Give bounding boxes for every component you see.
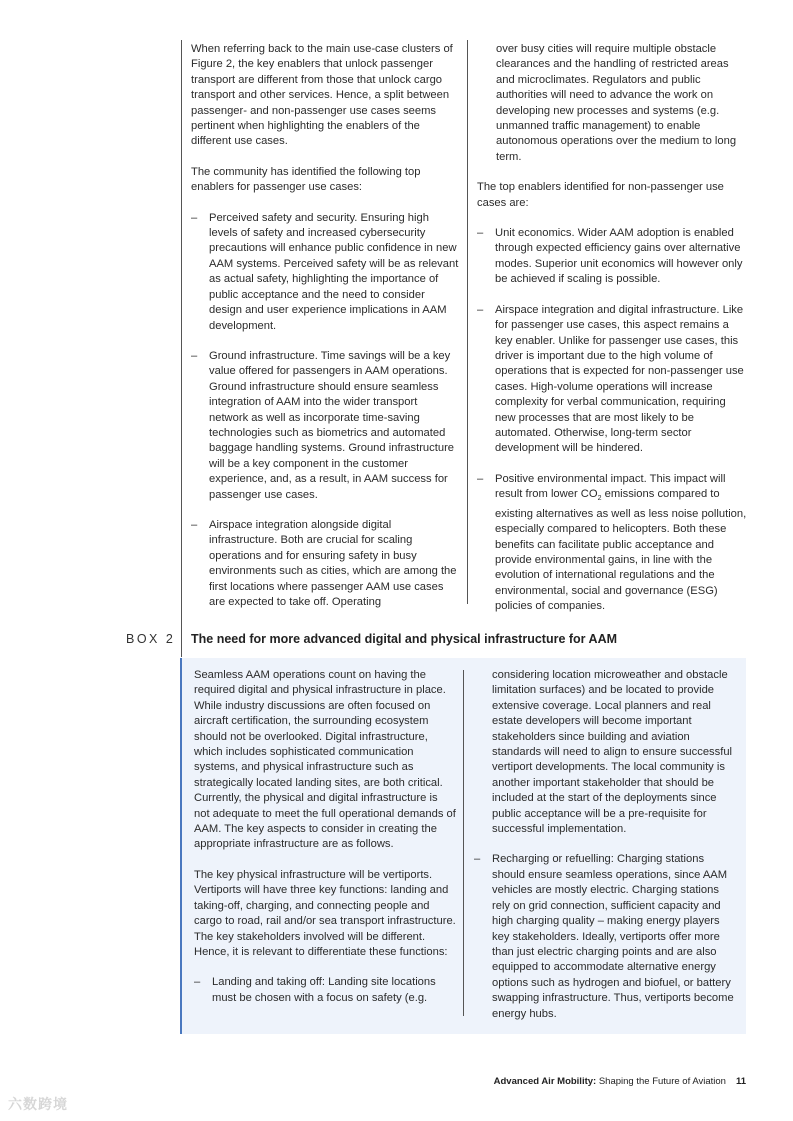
right-column [477, 42, 749, 615]
continuation-paragraph: over busy cities will require multiple obstacle clearances and the handling of restricted areas and microclimates. Regulators and public authorities will need to advance the work on developing new processes and systems (e.g. unmanned traffic management) to enable autonomous operations over the medium to long term. [496, 43, 737, 163]
dash-bullet: – [477, 472, 484, 485]
page-number: 11 [735, 1076, 746, 1087]
box-right-column [474, 668, 738, 1022]
left-margin-rule [181, 40, 182, 657]
box-accent-rule [180, 658, 182, 1034]
report-title-bold: Advanced Air Mobility: [493, 1076, 597, 1087]
list-item: – Airspace integration alongside digital infrastructure. Both are crucial for scaling operations and for ensuring safety in busy environments such as cities, which are among the first locations where passenger AAM use cases are expected to take off. Operating [191, 518, 457, 608]
non-passenger-lead: The top enablers identified for non-passenger use cases are: [477, 181, 724, 209]
vertiport-functions-list-cont [474, 852, 738, 1021]
watermark-logo: 六数跨境 [8, 1096, 68, 1112]
column-divider [467, 40, 468, 604]
box-left-column [194, 668, 456, 1006]
page-footer [494, 1076, 746, 1087]
left-column [191, 42, 459, 610]
list-item: – Positive environmental impact. This impact will result from lower $CO_2$ emissions compared to existing alternatives as well as less noise pollution, especially compared to helicopters. Both these benefits can facilitate public acceptance and provide environmental gains, in line with the evolution of international regulations and the environmental, social and governance (ESG) policies of companies. [477, 472, 747, 613]
dash-bullet: – [194, 976, 201, 989]
list-item: – Landing and taking off: Landing site locations must be chosen with a focus on safety (e.g. [194, 976, 436, 1004]
report-title-rest: Shaping the Future of Aviation [596, 1076, 726, 1087]
dash-bullet: – [477, 227, 484, 240]
vertiport-functions-list [194, 975, 456, 1006]
dash-bullet: – [191, 211, 198, 224]
intro-paragraph: When referring back to the main use-case clusters of Figure 2, the key enablers that unlock passenger transport are different from those that unlock cargo transport and other services. Hence, a split between passenger- and non-passenger use cases seems pertinent when highlighting the enablers of the different use cases. [191, 43, 453, 148]
box-title: The need for more advanced digital and physical infrastructure for AAM [191, 632, 618, 646]
dash-bullet: – [474, 853, 481, 866]
box-continuation-paragraph: considering location microweather and obstacle limitation surfaces) and be located to provide extensive coverage. Local planners and real estate developers will become important stakeholders since building and aviation standards will need to align to ensure successful vertiport developments. The local community is another important stakeholder that should be included at the start of the deployments since public acceptance will be a pre-requisite for successful implementation. [492, 669, 733, 836]
box-column-divider [463, 670, 464, 1016]
box-label: BOX 2 [126, 632, 176, 646]
co2-subscript: 2 [597, 495, 602, 503]
non-passenger-enablers-list [477, 226, 749, 615]
box-paragraph: Seamless AAM operations count on having the required digital and physical infrastructure in place. While industry discussions are often focused on aircraft certification, the surrounding ecosystem should not be overlooked. Digital infrastructure, which includes sophisticated communication systems, and physical infrastructure such as strategically located landing sites, are both critical. Currently, the physical and digital infrastructure is not adequate to meet the full operational demands of AAM. The key aspects to consider in creating the appropriate infrastructure are as follows. [194, 669, 456, 851]
list-item: – Perceived safety and security. Ensuring high levels of safety and increased cybersecurity precautions will enhance public confidence in new AAM systems. Perceived safety will be as relevant as actual safety, highlighting the importance of public acceptance and the need to consider design and user experience implications in AAM development. [191, 211, 459, 332]
dash-bullet: – [477, 303, 484, 316]
passenger-enablers-list [191, 211, 459, 611]
list-item: – Airspace integration and digital infrastructure. Like for passenger use cases, this aspect remains a key enabler. Unlike for passenger use cases, this driver is important due to the high volume of operations that is expected for non-passenger use cases. High-volume operations will increase complexity for verbal communication, requiring new processes that are most likely to be automated. Otherwise, long-term sector development will be hindered. [477, 303, 744, 455]
dash-bullet: – [191, 518, 198, 531]
dash-bullet: – [191, 349, 198, 362]
list-item: – Ground infrastructure. Time savings will be a key value offered for passengers in AAM operations. Ground infrastructure should ensure seamless integration of AAM into the wider transport network as well as incorporate time-saving technologies such as biometrics and automated baggage handling systems. Ground infrastructure will be a key component in the customer experience, and, as a result, in AAM success for passenger use cases. [191, 349, 455, 501]
box-paragraph: The key physical infrastructure will be vertiports. Vertiports will have three key functions: landing and taking-off, charging, and connecting people and cargo to road, rail and/or sea transport infrastructure. The key stakeholders involved will be different. Hence, it is relevant to differentiate these functions: [194, 868, 456, 958]
list-item: – Unit economics. Wider AAM adoption is enabled through expected efficiency gains over alternative modes. Superior unit economics will however only be achieved if scaling is possible. [477, 227, 743, 286]
list-item: – Recharging or refuelling: Charging stations should ensure seamless operations, since AAM vehicles are mostly electric. Charging stations rely on grid connection, sufficient capacity and high charging quality – making energy players key stakeholders. Ideally, vertiports offer more than just electric charging points and are also equipped to accommodate alternative energy options such as hydrogen and biofuel, or battery swapping infrastructure. Thus, vertiports become energy hubs. [474, 853, 734, 1020]
passenger-lead: The community has identified the following top enablers for passenger use cases: [191, 165, 421, 194]
